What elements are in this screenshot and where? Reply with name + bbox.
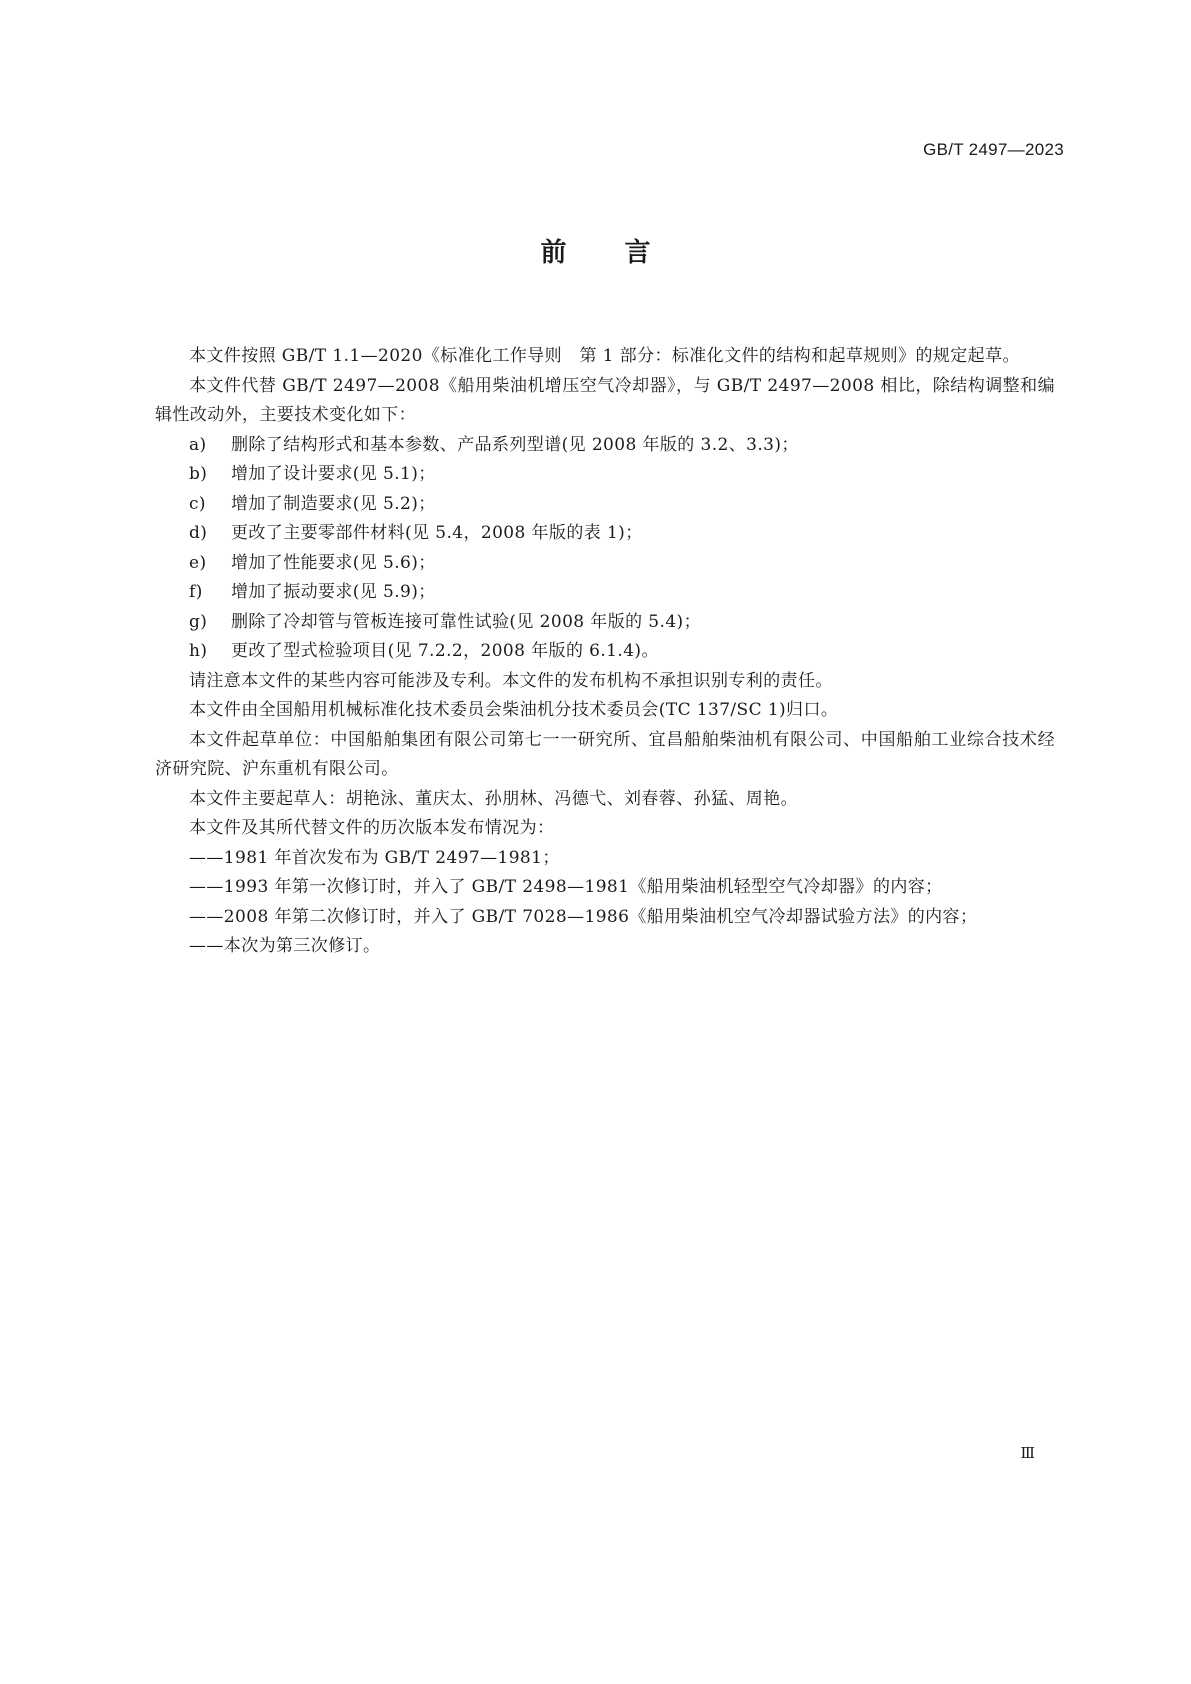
list-item [155,519,1055,549]
history-item: ——1981 年首次发布为 GB/T 2497—1981； [189,847,560,868]
list-item [155,460,1055,490]
paragraph-drafters: 本文件主要起草人：胡艳泳、董庆太、孙朋林、冯德弋、刘春蓉、孙猛、周艳。 [189,788,798,809]
list-item-marker: c) [189,493,206,514]
page-number: Ⅲ [1020,1444,1035,1462]
list-item-text: 更改了型式检验项目(见 7.2.2，2008 年版的 6.1.4)。 [231,641,659,661]
list-item [155,608,1055,638]
list-item-text: 增加了振动要求(见 5.9)； [231,582,436,602]
standard-number: GB/T 2497—2023 [923,140,1064,159]
paragraph-drafting-rules: 本文件按照 GB/T 1.1—2020《标准化工作导则 第 1 部分：标准化文件的结构和起草规则》的规定起草。 [189,346,1020,366]
list-item-marker: f) [189,582,203,602]
paragraph-committee: 本文件由全国船用机械标准化技术委员会柴油机分技术委员会(TC 137/SC 1)归口。 [189,700,839,720]
list-item-text: 更改了主要零部件材料(见 5.4，2008 年版的表 1)； [231,523,643,543]
list-item-text: 增加了制造要求(见 5.2)； [231,493,436,514]
paragraph-replaces: 本文件代替 GB/T 2497—2008《船用柴油机增压空气冷却器》，与 GB/T 2497—2008 相比，除结构调整和编辑性改动外，主要技术变化如下： [155,375,1055,425]
paragraph-history-intro: 本文件及其所代替文件的历次版本发布情况为： [189,818,555,838]
history-item: ——本次为第三次修订。 [189,936,381,956]
page-title [0,232,1191,269]
list-item [155,578,1055,608]
title-char-2: 言 [624,238,651,268]
list-item [155,490,1055,520]
history-item: ——2008 年第二次修订时，并入了 GB/T 7028—1986《船用柴油机空气冷却器试验方法》的内容； [189,906,978,927]
list-item [155,549,1055,579]
list-item-marker: e) [189,552,207,573]
title-char-1: 前 [540,238,567,268]
paragraph-drafting-units: 本文件起草单位：中国船舶集团有限公司第七一一研究所、宜昌船舶柴油机有限公司、中国船舶工业综合技术经济研究院、沪东重机有限公司。 [155,729,1055,779]
list-item-marker: b) [189,464,208,484]
list-item-marker: d) [189,523,208,543]
list-item [155,431,1055,461]
list-item-marker: h) [189,641,208,661]
list-item-text: 增加了性能要求(见 5.6)； [231,552,436,573]
list-item [155,637,1055,667]
list-item-marker: g) [189,611,208,632]
list-item-text: 删除了结构形式和基本参数、产品系列型谱(见 2008 年版的 3.2、3.3)； [231,434,799,455]
list-item-text: 删除了冷却管与管板连接可靠性试验(见 2008 年版的 5.4)； [231,611,701,632]
list-item-marker: a) [189,434,207,455]
paragraph-patent-notice: 请注意本文件的某些内容可能涉及专利。本文件的发布机构不承担识别专利的责任。 [189,670,833,691]
foreword-body [155,342,1055,962]
history-item: ——1993 年第一次修订时，并入了 GB/T 2498—1981《船用柴油机轻型空气冷却器》的内容； [189,877,943,897]
list-item-text: 增加了设计要求(见 5.1)； [231,464,436,484]
